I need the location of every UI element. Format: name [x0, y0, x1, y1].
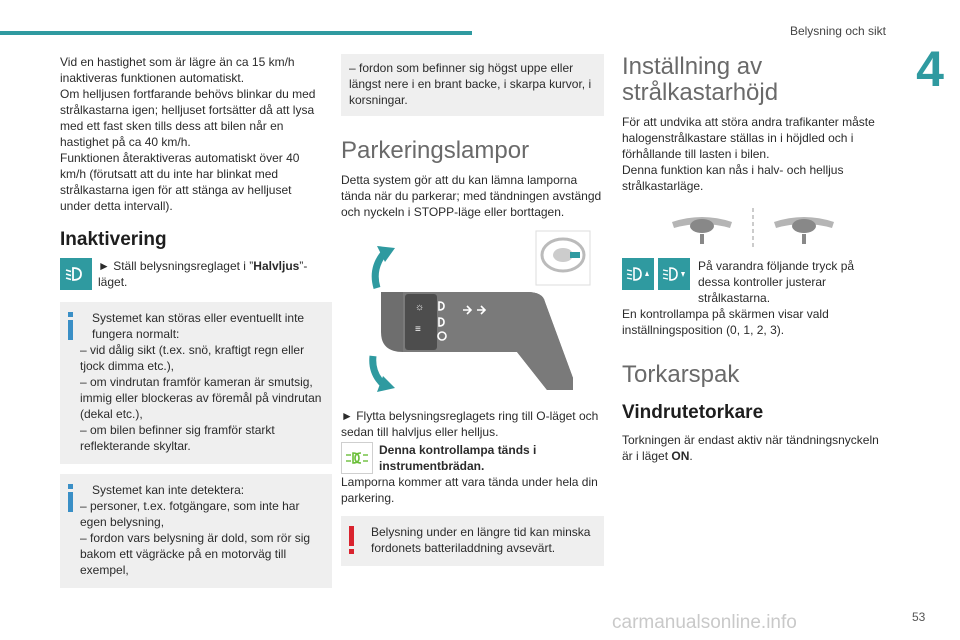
info-icon [68, 484, 73, 512]
note-box: – fordon som befinner sig högst uppe eller längst nere i en brant backe, i skarpa kurvor, i korsningar. [341, 54, 604, 116]
svg-text:≡: ≡ [415, 324, 421, 335]
lamp-bold-text: Denna kontrollampa tänds i instrumentbrädan. [379, 443, 537, 473]
section-title: Belysning och sikt [789, 24, 886, 38]
info-box: Systemet kan inte detektera: – personer, t.ex. fotgängare, som inte har egen belysning, – fordon vars belysning är dold, som rör sig bakom ett vägräcke på en motorväg till exempel, [60, 474, 332, 588]
column-2 [341, 54, 604, 566]
parking-lamp-icon [341, 442, 373, 474]
intro-paragraph: Vid en hastighet som är lägre än ca 15 km/h inaktiveras funktionen automatiskt. [60, 55, 295, 85]
warning-icon [349, 526, 354, 554]
lamp-text: Lamporna kommer att vara tända under hela din parkering. [341, 475, 598, 505]
column-1 [60, 54, 322, 588]
heading-inaktivering: Inaktivering [60, 229, 167, 250]
headlamp-up-icon[interactable] [622, 258, 654, 290]
headlamp-down-icon[interactable] [658, 258, 690, 290]
buttons-text: På varandra följande tryck på dessa kontroller justerar strålkastarna. [698, 259, 855, 305]
low-beam-icon [60, 258, 92, 290]
step-text: ► Ställ belysningsreglaget i ”Halvljus”-läget. [98, 259, 308, 289]
wiper-text: Torkningen är endast aktiv när tändningsnyckeln är i läget ON. [622, 433, 879, 463]
parking-lamp-row [341, 442, 604, 474]
intro-paragraph: Denna funktion kan nås i halv- och helljus strålkastarläge. [622, 163, 844, 193]
watermark: carmanualsonline.info [612, 612, 797, 633]
headlamp-buttons-row [622, 258, 884, 306]
chapter-number: 4 [916, 41, 944, 97]
heading-parkeringslampor: Parkeringslampor [341, 137, 530, 164]
info-icon [68, 312, 73, 340]
intro-paragraph: Om helljusen fortfarande behövs blinkar du med strålkastarna igen; helljuset fortsätter då att lysa med ett fast sken tills dess att bilen når en hastighet på ca 40 km/h. [60, 87, 316, 149]
step-low-beam [60, 258, 322, 290]
column-3 [622, 54, 884, 464]
heading-torkarspak: Torkarspak [622, 361, 740, 388]
steering-wheel-icon [622, 204, 884, 250]
info-box: Systemet kan störas eller eventuellt inte fungera normalt: – vid dålig sikt (t.ex. snö, kraftigt regn eller tjock dimma etc.), – om vindrutan framför kameran är smutsig, immig eller blockeras av föremål på vindrutan (dekal etc.), – om bilen befinner sig framför starkt reflekterande skyltar. [60, 302, 332, 464]
steering-wheel-icon [536, 231, 590, 285]
stalk-illustration [341, 228, 604, 404]
step-text: ► Flytta belysningsreglagets ring till O-läget och sedan till halvljus eller helljus. [341, 409, 599, 439]
headlamp-illustration [622, 204, 884, 258]
heading-headlamp-adjust: Inställning av strålkastarhöjd [622, 53, 779, 106]
page-number: 53 [912, 610, 926, 624]
lighting-stalk-image [341, 228, 604, 404]
screen-text: En kontrollampa på skärmen visar vald inställningsposition (0, 1, 2, 3). [622, 307, 829, 337]
intro-paragraph: För att undvika att störa andra trafikanter måste halogenstrålkastare ställas in i höjdled och i förhållande till lasten i bilen. [622, 115, 875, 161]
warning-box: Belysning under en längre tid kan minska fordonets batteriladdning avsevärt. [341, 516, 604, 566]
heading-vindrutetorkare: Vindrutetorkare [622, 402, 764, 423]
intro-paragraph: Detta system gör att du kan lämna lamporna tända när du parkerar; med tändningen avstängd och nyckeln i STOPP-läge eller borttagen. [341, 173, 602, 219]
intro-paragraph: Funktionen återaktiveras automatiskt över 40 km/h (förutsatt att du inte har blinkat med strålkastarna igen för att stänga av helljuset under detta intervall). [60, 151, 300, 213]
header-accent-bar [0, 31, 472, 35]
svg-text:☼: ☼ [415, 302, 425, 313]
